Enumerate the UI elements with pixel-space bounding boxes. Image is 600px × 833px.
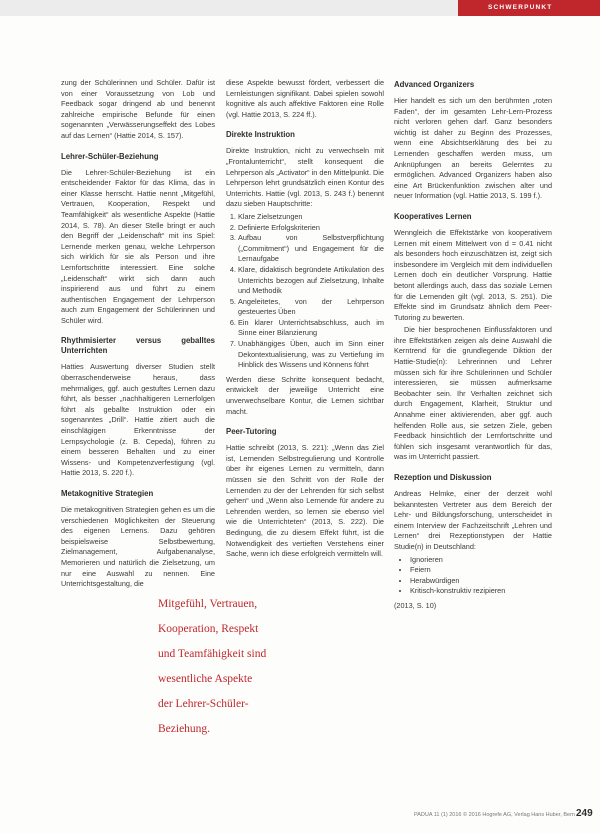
list-item: 4. Klare, didaktisch begründete Artikulation des Unterrichts bezogen auf Zielsetzung, Inhalte und Methodik <box>238 265 384 297</box>
pull-quote <box>158 592 304 742</box>
column-right <box>394 78 552 622</box>
paragraph: Hattie schreibt (2013, S. 221): „Wenn das Ziel ist, Lernenden Selbstregulierung und Kontrolle über ihr eigenes Lernen zu vermitteln, dann müssen sie den Schritt von der Rolle der Lernenden zu der der Lehrenden für sich selbst gehen“ und „Wenn also Lernende für andere zu Lehrenden werden, so lernen sie ebenso viel wie die Unterrichteten“ (2013, S. 222). Die Bedingung, die zu diesem Effekt führt, ist die Notwendigkeit des vertieften Verstehens einer Sache, wenn ich diese erfolgreich vermitteln will. <box>226 443 384 559</box>
column-left <box>61 78 215 600</box>
subheading-rezeption: Rezeption und Diskussion <box>394 473 492 482</box>
paragraph: Die metakognitiven Strategien gehen es um die verschiedenen Möglichkeiten der Steuerung des eigenen Lernens. Dazu gehören beispielsweise Selbstbewertung, Zielmanagement, Aufgabenanalyse, Memorieren und natürlich die Zielsetzung, um nur eine Auswahl zu nennen. Eine Unterrichtsgestaltung, die <box>61 505 215 589</box>
column-middle <box>226 78 384 570</box>
list-item: 3. Aufbau von Selbstverpflichtung („Commitment“) und Engagement für die Lernaufgabe <box>238 233 384 265</box>
list-item: • Herabwürdigen <box>410 576 552 587</box>
list-item: 5. Angeleitetes, von der Lehrperson gesteuertes Üben <box>238 297 384 318</box>
subheading-kooperatives-lernen: Kooperatives Lernen <box>394 211 472 221</box>
subheading-lehrer-schueler: Lehrer-Schüler-Beziehung <box>61 151 159 161</box>
section-label: SCHWERPUNKT <box>488 4 553 11</box>
list-item: 7. Unabhängiges Üben, auch im Sinn einer Dekontextualisierung, was zu Vertiefung im Hinblick des Wissens und Könnens führt <box>238 339 384 371</box>
pull-quote-line: wesentliche Aspekte <box>158 673 253 685</box>
list-item: 2. Definierte Erfolgskriterien <box>238 223 384 234</box>
footer-citation: PADUA 11 (1) 2016 © 2016 Hogrefe AG, Verlag Hans Huber, Bern <box>414 812 575 818</box>
paragraph: (2013, S. 10) <box>394 600 437 610</box>
paragraph: Andreas Helmke, einer der derzeit wohl bekanntesten Vertreter aus dem Bereich der Lehr- und Bildungsforschung, unterscheidet in einem Interview der Fachzeitschrift „Lehren und Lernen“ drei Rezeptionstypen der Hattie Studie(n) in Deutschland: <box>394 489 552 551</box>
subheading-peer-tutoring: Peer-Tutoring <box>226 427 277 437</box>
subheading-direkte-instruktion: Direkte Instruktion <box>226 130 295 140</box>
list-item: • Ignorieren <box>410 555 552 566</box>
paragraph: Hatties Auswertung diverser Studien stellt überraschenderweise heraus, dass mehrmaliges, ggf. auch gestuftes Lernen dazu führt, als besser „nachhaltigeren Lernerfolgen führt als geballte Instruktion oder ein sogenanntes „Drill“. Hattie zitiert auch die einschlägigen Erkenntnisse der Lernpsychologie (z. B. Cepeda), führen zu einem besseren Behalten und zu einer Wissens- und Kompetenzverfestigung (vgl. Hattie 2013, S. 220 f.). <box>61 362 215 478</box>
pull-quote-line: Beziehung. <box>158 723 211 735</box>
list-item: • Kritisch-konstruktiv rezipieren <box>410 586 552 597</box>
bullet-list <box>394 555 552 597</box>
pull-quote-line: und Teamfähigkeit sind <box>158 648 267 660</box>
paragraph: Die Lehrer-Schüler-Beziehung ist ein entscheidender Faktor für das Klima, das in einer Klasse herrscht. Hattie nennt „Mitgefühl, Vertrauen, Kooperation, Respekt und Teamfähigkeit“ als wesentliche Aspekte (Hattie 2014, S. 78). An dieser Stelle bringt er auch den Begriff der „Leidenschaft“ mit ins Spiel: Lernende merken genau, welche Lehrperson sich wirklich für sie als Person und ihre Lernfortschritte interessiert. Eine solche „Leidenschaft“ wirkt sich dann auch inspirierend aus und führt zu einem authentischen Engagement der Lehrperson auch zum Engagement der Schülerinnen und Schüler wird. <box>61 167 215 325</box>
paragraph: Direkte Instruktion, nicht zu verwechseln mit „Frontalunterricht“, stellt konsequent die Lehrperson als „Activator“ in den Mittelpunkt. Die Lehrperson lehrt grundsätzlich einen Kontur des Unterrichts. Hattie (vgl. 2013, S. 243 f.) benennt dazu sieben Hauptschritte: <box>226 146 384 209</box>
steps-list <box>226 212 384 371</box>
list-item: 6. Ein klarer Unterrichtsabschluss, auch im Sinne einer Bilanzierung <box>238 318 384 339</box>
paragraph: Werden diese Schritte konsequent bedacht, entwickelt der jeweilige Unterricht eine unverwechselbare Kontur, die Lernen sichtbar macht. <box>226 374 384 416</box>
subheading-advanced-organizers: Advanced Organizers <box>394 80 475 89</box>
pull-quote-line: Mitgefühl, Vertrauen, <box>158 598 258 610</box>
paragraph: zung der Schülerinnen und Schüler. Dafür ist von einer Voraussetzung von Lob und Feedback sogar dringend ab und benennt zahlreiche empirische Befunde für einen sogenannten „Verwässerungseffekt des Lobes auf das Lernen“ (Hattie 2014, S. 157). <box>61 78 215 140</box>
subheading-metakognitiv: Metakognitive Strategien <box>61 489 154 498</box>
paragraph: diese Aspekte bewusst fördert, verbessert die Lernleistungen signifikant. Dabei spielen sowohl kognitive als auch affektive Faktoren eine Rolle (vgl. Hattie 2013, S. 224 ff.). <box>226 78 384 119</box>
pull-quote-line: der Lehrer-Schüler- <box>158 698 249 710</box>
list-item: • Feiern <box>410 565 552 576</box>
subheading-rhythmisiert: Rhythmisierter versus geballtes Unterrichten <box>61 336 215 356</box>
page-number: 249 <box>576 808 593 819</box>
list-item: 1. Klare Zielsetzungen <box>238 212 384 223</box>
paragraph: Wenngleich die Effektstärke von kooperativem Lernen mit einem Mittelwert von d = 0.41 nicht als besonders hoch einzuschätzen ist, zeigt sich insbesondere im Vergleich mit dem individuellen Lernen doch ein deutlicher Vorsprung. Hattie betont allerdings auch, dass das soziale Lernen für die Lernenden gilt (vgl. 2013, S. 251). Die Effekte sind im Grundsatz ähnlich dem Peer-Tutoring zu bewerten. <box>394 227 552 322</box>
pull-quote-line: Kooperation, Respekt <box>158 623 259 635</box>
paragraph: Hier handelt es sich um den berühmten „roten Faden“, der im gesamten Lehr-Lern-Prozess nicht verloren gehen darf. Ganz besonders wichtig ist daher zu Beginn des Prozesses, wenn eine Absichtserklärung des bei zu Lernenden geschaffen werden muss, um Anknüpfungen an bereits Gelerntes zu ermöglichen. Advanced Organizers haben also eine Art Brückenfunktion zwischen alter und neuer Information (vgl. Hattie 2013, S. 199 f.). <box>394 96 552 201</box>
paragraph: Die hier besprochenen Einflussfaktoren und ihre Effektstärken zeigen als deine Auswahl die Kerntrend für die grundlegende Diktion der Hattie-Studie(n): Lehrerinnen und Lehrer müssen sich für ihre Schülerinnen und Schüler interessieren, sie müssen aufmerksame Beobachter sein. Ihr Verhalten zeichnet sich durch Engagement, Klarheit, Struktur und Annahme einer aktivierenden, aber ggf. auch helfenden Rolle aus, sie setzen Ziele, geben Feedback hinsichtlich der Lernfortschritte und fühlen sich insgesamt verantwortlich für das, was im Unterricht passiert. <box>394 325 552 462</box>
